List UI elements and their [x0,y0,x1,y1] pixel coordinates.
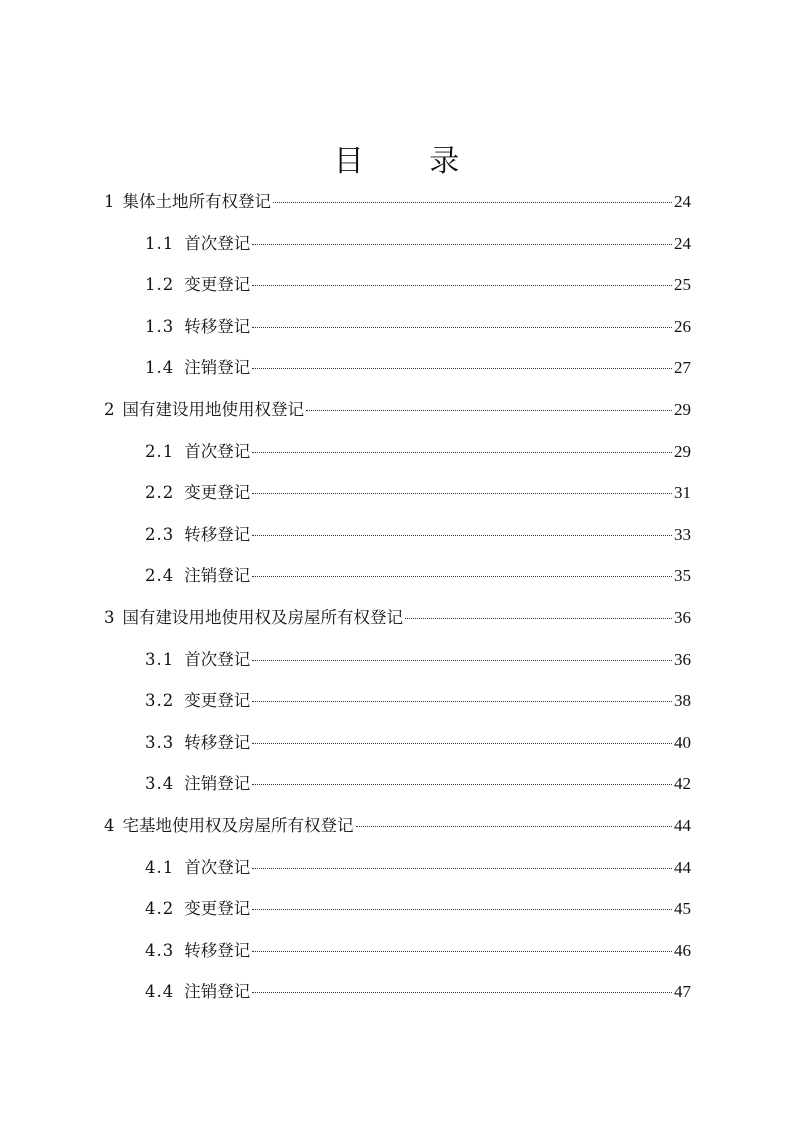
toc-section-entry[interactable] [145,681,691,721]
dot-leader [252,284,672,286]
toc-entry-label: 注销登记 [184,358,251,378]
toc-section-entry[interactable] [145,972,691,1012]
dot-leader [252,243,672,245]
toc-entry-number: 4.3 [145,940,175,960]
toc-section-entry[interactable] [145,348,691,388]
toc-entry-page-number: 45 [674,899,691,919]
toc-entry-label: 首次登记 [184,857,251,877]
toc-entry-page-number: 42 [674,774,691,794]
toc-section-entry[interactable] [145,307,691,347]
dot-leader [273,201,672,203]
toc-entry-number: 2 [104,400,115,419]
toc-entry-number: 3.1 [145,649,175,669]
toc-section-entry[interactable] [145,473,691,513]
toc-entry-number: 4.1 [145,857,175,877]
toc-entry-number: 3.4 [145,774,175,794]
toc-entry-label: 变更登记 [184,275,251,295]
toc-entry-label: 转移登记 [184,940,251,960]
toc-entry-label: 转移登记 [184,732,251,752]
toc-entry-number: 3.2 [145,691,175,711]
toc-entry-page-number: 31 [674,483,691,503]
toc-entry-label: 注销登记 [184,566,251,586]
toc-entry-number: 1.1 [145,233,175,253]
toc-entry-page-number: 36 [674,649,691,669]
toc-section-entry[interactable] [145,889,691,929]
toc-section-entry[interactable] [145,640,691,680]
toc-entry-page-number: 29 [674,400,691,419]
toc-entry-page-number: 36 [674,608,691,627]
toc-entry-label: 集体土地所有权登记 [122,192,271,211]
toc-entry-label: 国有建设用地使用权登记 [122,400,304,419]
toc-entry-number: 3.3 [145,732,175,752]
toc-entry-label: 首次登记 [184,649,251,669]
toc-entry-page-number: 44 [674,816,691,835]
toc-entry-page-number: 29 [674,441,691,461]
toc-entry-number: 1.4 [145,358,175,378]
toc-section-entry[interactable] [145,432,691,472]
toc-entry-number: 4 [104,816,115,835]
toc-section-entry[interactable] [145,515,691,555]
toc-entry-label: 首次登记 [184,441,251,461]
dot-leader [252,908,672,910]
dot-leader [252,534,672,536]
toc-entry-label: 注销登记 [184,774,251,794]
toc-entry-number: 2.1 [145,441,175,461]
dot-leader [252,742,672,744]
toc-section-entry[interactable] [145,723,691,763]
toc-entry-page-number: 26 [674,316,691,336]
dot-leader [252,451,672,453]
toc-entry-page-number: 25 [674,275,691,295]
toc-entry-label: 转移登记 [184,524,251,544]
dot-leader [356,825,673,827]
toc-entry-label: 注销登记 [184,982,251,1002]
toc-entry-label: 首次登记 [184,233,251,253]
dot-leader [252,700,672,702]
toc-title: 目 录 [333,144,488,179]
toc-entry-number: 4.2 [145,899,175,919]
dot-leader [252,783,672,785]
toc-section-entry[interactable] [145,848,691,888]
toc-entry-page-number: 27 [674,358,691,378]
toc-entry-page-number: 24 [674,192,691,211]
toc-entry-number: 4.4 [145,982,175,1002]
toc-section-entry[interactable] [145,224,691,264]
dot-leader [252,991,672,993]
toc-entry-label: 转移登记 [184,316,251,336]
toc-section-entry[interactable] [145,931,691,971]
toc-entry-number: 2.3 [145,524,175,544]
dot-leader [252,950,672,952]
dot-leader [252,367,672,369]
toc-section-entry[interactable] [145,764,691,804]
toc-entry-number: 2.2 [145,483,175,503]
dot-leader [405,617,672,619]
toc-entry-label: 变更登记 [184,483,251,503]
toc-entry-page-number: 38 [674,691,691,711]
toc-section-entry[interactable] [145,556,691,596]
dot-leader [306,409,672,411]
toc-chapter-entry[interactable] [104,598,691,638]
toc-chapter-entry[interactable] [104,806,691,846]
toc-entry-number: 1.3 [145,316,175,336]
dot-leader [252,575,672,577]
toc-entry-page-number: 47 [674,982,691,1002]
toc-entry-label: 变更登记 [184,899,251,919]
toc-entry-label: 国有建设用地使用权及房屋所有权登记 [122,608,403,627]
toc-entry-page-number: 46 [674,940,691,960]
toc-entry-number: 2.4 [145,566,175,586]
toc-entry-page-number: 40 [674,732,691,752]
toc-entry-page-number: 24 [674,233,691,253]
toc-entry-page-number: 35 [674,566,691,586]
toc-entry-number: 1 [104,192,115,211]
dot-leader [252,867,672,869]
dot-leader [252,659,672,661]
toc-entry-label: 变更登记 [184,691,251,711]
toc-entry-number: 1.2 [145,275,175,295]
toc-chapter-entry[interactable] [104,182,691,222]
toc-entry-page-number: 33 [674,524,691,544]
toc-entry-label: 宅基地使用权及房屋所有权登记 [122,816,354,835]
toc-section-entry[interactable] [145,265,691,305]
dot-leader [252,492,672,494]
toc-chapter-entry[interactable] [104,390,691,430]
dot-leader [252,326,672,328]
toc-entry-number: 3 [104,608,115,627]
toc-entry-page-number: 44 [674,857,691,877]
